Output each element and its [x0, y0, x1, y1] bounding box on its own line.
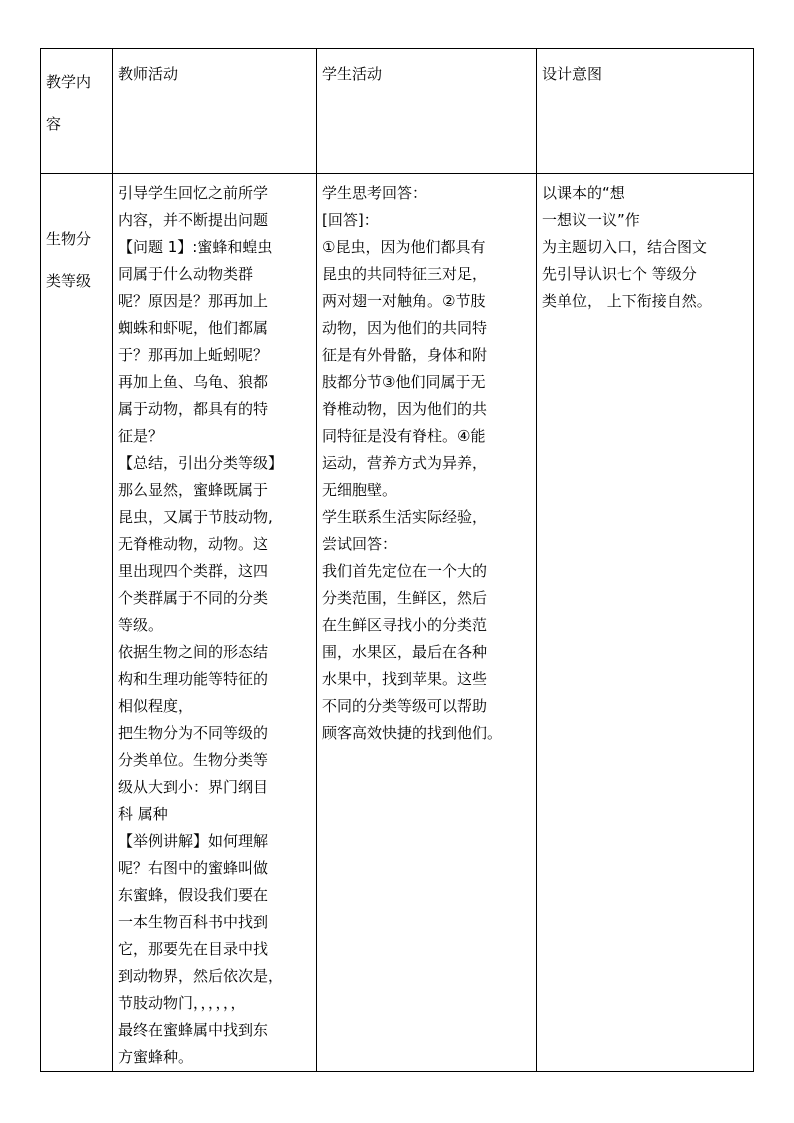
student-activity-line: 不同的分类等级可以帮助	[322, 697, 488, 715]
teacher-activity-line: 里出现四个类群，这四	[118, 562, 269, 580]
student-activity-line: 我们首先定位在一个大的	[322, 562, 488, 580]
header-teacher-label: 教师活动	[118, 65, 179, 83]
student-activity-line: 无细胞壁。	[322, 481, 398, 499]
student-activity-line: 顾客高效快捷的找到他们。	[322, 724, 503, 742]
student-activity-line: 同特征是没有脊柱。④能	[322, 427, 486, 445]
design-intent-line: 类单位， 上下衔接自然。	[542, 292, 712, 310]
student-activity-line: ①昆虫，因为他们都具有	[322, 238, 486, 256]
topic-line-1: 生物分	[46, 230, 92, 248]
design-intent-line: 为主题切入口，结合图文	[542, 238, 708, 256]
header-student-cell	[317, 49, 537, 174]
teacher-activity-line: 科 属种	[118, 805, 168, 823]
student-activity-line: 动物，因为他们的共同特	[322, 319, 488, 337]
teacher-activity-line: 那么显然，蜜蜂既属于	[118, 481, 269, 499]
teacher-activity-line: 相似程度，	[118, 697, 194, 715]
table-row	[41, 174, 754, 1072]
teacher-activity-line: 个类群属于不同的分类	[118, 589, 269, 607]
header-student-label: 学生活动	[322, 65, 383, 83]
teacher-activity-line: 【举例讲解】如何理解	[118, 832, 269, 850]
student-activity-line: 脊椎动物，因为他们的共	[322, 400, 488, 418]
teacher-activity-line: 蜘蛛和虾呢，他们都属	[118, 319, 269, 337]
header-content-line-1: 教学内	[46, 73, 92, 91]
teacher-activity-line: 最终在蜜蜂属中找到东	[118, 1021, 269, 1039]
teacher-activity-line: 内容，并不断提出问题	[118, 211, 269, 229]
teacher-activity-line: 节肢动物门，，，，，，	[118, 994, 246, 1012]
lesson-plan-table	[40, 48, 754, 1072]
teacher-activity-line: 同属于什么动物类群	[118, 265, 254, 283]
student-activity-text	[317, 174, 536, 747]
teacher-activity-line: 【总结，引出分类等级】	[118, 454, 284, 472]
teacher-activity-line: 于？那再加上蚯蚓呢？	[118, 346, 269, 364]
topic-cell	[41, 174, 113, 1072]
teacher-activity-line: 属于动物，都具有的特	[118, 400, 269, 418]
table-header-row	[41, 49, 754, 174]
teacher-activity-line: 东蜜蜂，假设我们要在	[118, 886, 269, 904]
header-content-cell	[41, 49, 113, 174]
teacher-activity-line: 呢？原因是？那再加上	[118, 292, 269, 310]
teacher-activity-line: 把生物分为不同等级的	[118, 724, 269, 742]
teacher-activity-line: 分类单位。生物分类等	[118, 751, 269, 769]
header-teacher-cell	[113, 49, 317, 174]
design-intent-line: 以课本的“想	[542, 184, 625, 202]
teacher-activity-line: 【问题 1】:蜜蜂和蝗虫	[118, 238, 273, 256]
teacher-activity-line: 昆虫，又属于节肢动物,	[118, 508, 273, 526]
teacher-activity-line: 引导学生回忆之前所学	[118, 184, 269, 202]
student-activity-line: 尝试回答：	[322, 535, 398, 553]
student-activity-line: 学生联系生活实际经验，	[322, 508, 488, 526]
teacher-activity-text	[113, 174, 316, 1071]
student-activity-line: 分类范围，生鲜区，然后	[322, 589, 488, 607]
teacher-activity-line: 征是？	[118, 427, 164, 445]
student-activity-line: 围，水果区，最后在各种	[322, 643, 488, 661]
header-intent-cell	[537, 49, 754, 174]
teacher-activity-line: 等级。	[118, 616, 164, 634]
design-intent-line: 一想议一议”作	[542, 211, 640, 229]
teacher-activity-line: 一本生物百科书中找到	[118, 913, 269, 931]
teacher-activity-cell	[113, 174, 317, 1072]
student-activity-line: 肢都分节③他们同属于无	[322, 373, 486, 391]
student-activity-line: 征是有外骨骼，身体和附	[322, 346, 488, 364]
student-activity-line: 运动，营养方式为异养，	[322, 454, 488, 472]
design-intent-text	[537, 174, 753, 315]
student-activity-line: 两对翅一对触角。②节肢	[322, 292, 486, 310]
teacher-activity-line: 构和生理功能等特征的	[118, 670, 269, 688]
teacher-activity-line: 依据生物之间的形态结	[118, 643, 269, 661]
teacher-activity-line: 到动物界，然后依次是，	[118, 967, 284, 985]
student-activity-line: [回答]：	[322, 211, 379, 229]
student-activity-line: 学生思考回答：	[322, 184, 428, 202]
header-intent-label: 设计意图	[542, 65, 603, 83]
student-activity-line: 昆虫的共同特征三对足，	[322, 265, 488, 283]
header-content-line-2: 容	[46, 115, 62, 133]
student-activity-line: 水果中，找到苹果。这些	[322, 670, 488, 688]
teacher-activity-line: 无脊椎动物，动物。这	[118, 535, 269, 553]
student-activity-line: 在生鲜区寻找小的分类范	[322, 616, 488, 634]
teacher-activity-line: 呢？右图中的蜜蜂叫做	[118, 859, 269, 877]
teacher-activity-line: 它，那要先在目录中找	[118, 940, 269, 958]
design-intent-cell	[537, 174, 754, 1072]
teacher-activity-line: 再加上鱼、乌龟、狼都	[118, 373, 269, 391]
teacher-activity-line: 方蜜蜂种。	[118, 1048, 194, 1066]
student-activity-cell	[317, 174, 537, 1072]
topic-line-2: 类等级	[46, 272, 92, 290]
teacher-activity-line: 级从大到小：界门纲目	[118, 778, 269, 796]
design-intent-line: 先引导认识七个 等级分	[542, 265, 697, 283]
